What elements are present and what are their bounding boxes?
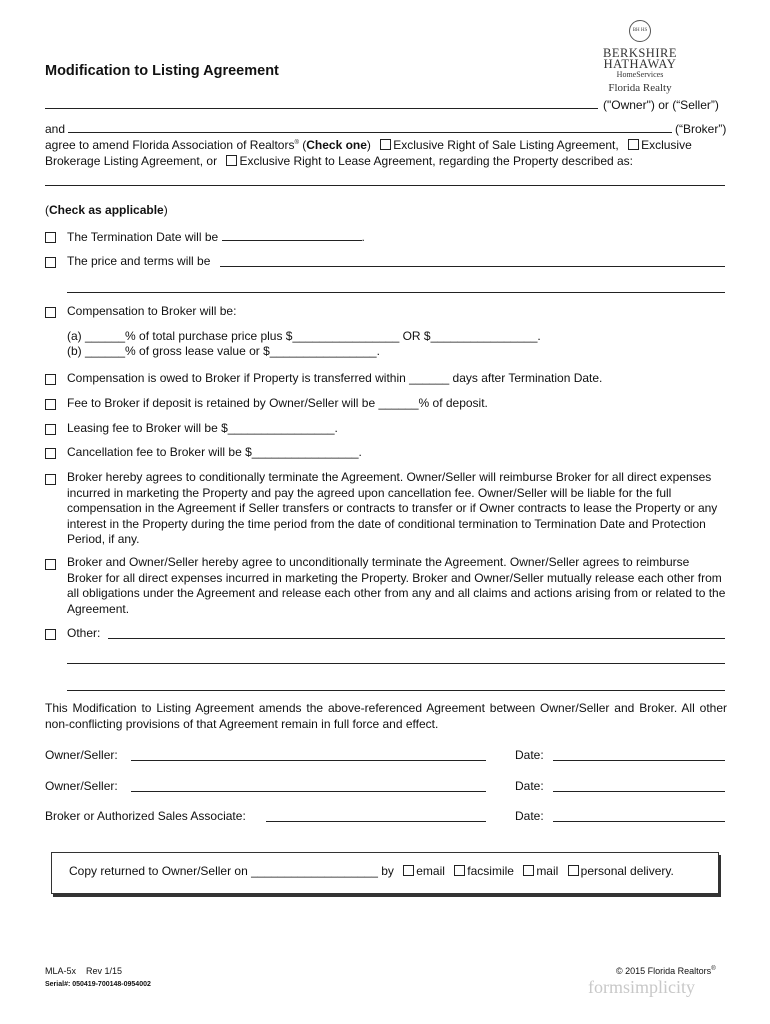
owner-seller-2-date-line[interactable]: [553, 791, 725, 792]
owner-seller-2-date-label: Date:: [515, 779, 544, 793]
exclusive-right-to-lease-label: Exclusive Right to Lease Agreement, regarding the Property described as:: [239, 154, 634, 168]
broker-signature-line[interactable]: [266, 821, 486, 822]
price-terms-line[interactable]: [220, 266, 725, 267]
copyright-notice: © 2015 Florida Realtors®: [616, 966, 716, 976]
agreement-type-line: agree to amend Florida Association of Realtors® (Check one) Exclusive Right of Sale Listing Agreement, Exclusive: [45, 138, 692, 152]
check-one-label: Check one: [306, 138, 367, 152]
mail-checkbox[interactable]: [523, 865, 534, 876]
termination-date-checkbox[interactable]: [45, 232, 56, 243]
broker-date-line[interactable]: [553, 821, 725, 822]
compensation-option-a[interactable]: (a) ______% of total purchase price plus $________________ OR $________________.: [67, 329, 541, 343]
owner-seller-1-date-label: Date:: [515, 748, 544, 762]
unconditional-termination-checkbox[interactable]: [45, 559, 56, 570]
serial-number: Serial#: 050419-700148-0954002: [45, 981, 151, 988]
and-label: and: [45, 122, 66, 136]
form-id: MLA-5x Rev 1/15: [45, 966, 123, 976]
check-as-applicable-label: Check as applicable: [49, 203, 164, 217]
broker-name-line[interactable]: [68, 132, 672, 133]
broker-signature-label: Broker or Authorized Sales Associate:: [45, 809, 246, 823]
leasing-fee-checkbox[interactable]: [45, 424, 56, 435]
compensation-label: Compensation to Broker will be:: [67, 304, 237, 318]
page-title: Modification to Listing Agreement: [45, 63, 279, 79]
mail-label: mail: [536, 864, 559, 878]
termination-date-row: The Termination Date will be .: [67, 230, 365, 244]
copy-returned-label: Copy returned to Owner/Seller on ___________________ by: [69, 864, 394, 878]
company-logo: [590, 20, 690, 100]
cancellation-fee-checkbox[interactable]: [45, 448, 56, 459]
other-line-3[interactable]: [67, 690, 725, 691]
conditional-termination-text: Broker hereby agrees to conditionally terminate the Agreement. Owner/Seller will reimburse Broker for all direct expenses incurred in marketing the Property and pay the agreed upon cancellation fee. Owner/Seller will be liable for the full compensation in the Agreement if Seller transfers or contracts to transfer or if Owner contracts to lease the Property or any interest in the Property during the time period from the date of conditional termination to Termination Date and Protection Period, if any.: [67, 470, 718, 546]
deposit-fee-label: Fee to Broker if deposit is retained by Owner/Seller will be ______% of deposit.: [67, 396, 488, 410]
other-line-2[interactable]: [67, 663, 725, 664]
termination-date-label: The Termination Date will be: [67, 230, 219, 244]
closing-paragraph: This Modification to Listing Agreement amends the above-referenced Agreement between Owner/Seller and Broker. All other non-conflicting provisions of that Agreement remain in full force and effect.: [45, 701, 727, 731]
cancellation-fee-label: Cancellation fee to Broker will be $________________.: [67, 445, 362, 459]
compensation-checkbox[interactable]: [45, 307, 56, 318]
owner-seller-2-label: Owner/Seller:: [45, 779, 118, 793]
facsimile-checkbox[interactable]: [454, 865, 465, 876]
copyright-text: © 2015 Florida Realtors: [616, 966, 712, 976]
transferred-label: Compensation is owed to Broker if Property is transferred within ______ days after Termination Date.: [67, 371, 603, 385]
owner-seller-1-label: Owner/Seller:: [45, 748, 118, 762]
owner-name-line[interactable]: [45, 108, 598, 109]
logo-text-florida-realty: Florida Realty: [608, 82, 672, 94]
leasing-fee-label: Leasing fee to Broker will be $________________.: [67, 421, 338, 435]
price-terms-line-2[interactable]: [67, 292, 725, 293]
owner-seller-2-signature-line[interactable]: [131, 791, 486, 792]
property-description-line[interactable]: [45, 185, 725, 186]
exclusive-brokerage-label: Exclusive: [641, 138, 692, 152]
price-terms-checkbox[interactable]: [45, 257, 56, 268]
copy-returned-row: [69, 864, 674, 878]
logo-text-homeservices: HomeServices: [616, 70, 664, 79]
check-as-applicable-heading: (Check as applicable): [45, 203, 168, 217]
deposit-fee-checkbox[interactable]: [45, 399, 56, 410]
conditional-termination-checkbox[interactable]: [45, 474, 56, 485]
agreement-type-line-2: [45, 154, 633, 168]
personal-delivery-checkbox[interactable]: [568, 865, 579, 876]
exclusive-right-of-sale-checkbox[interactable]: [380, 139, 391, 150]
termination-date-field[interactable]: [222, 229, 362, 241]
other-label: Other:: [67, 626, 101, 640]
facsimile-label: facsimile: [467, 864, 514, 878]
brokerage-listing-label: Brokerage Listing Agreement, or: [45, 154, 218, 168]
unconditional-termination-text: Broker and Owner/Seller hereby agree to unconditionally terminate the Agreement. Owner/Seller agrees to reimburse Broker for all direct expenses incurred in marketing the Property. Broker and Owner/Seller mutually release each other from all obligations under the Agreement and release each other from any and all claims and actions arising from or related to the Agreement.: [67, 555, 726, 616]
agree-text: agree to amend Florida Association of Realtors: [45, 138, 295, 152]
compensation-option-b[interactable]: (b) ______% of gross lease value or $________________.: [67, 344, 380, 358]
exclusive-right-to-lease-checkbox[interactable]: [226, 155, 237, 166]
logo-text-hathaway: HATHAWAY: [603, 57, 677, 71]
personal-delivery-label: personal delivery.: [580, 864, 674, 878]
owner-seller-1-signature-line[interactable]: [131, 760, 486, 761]
broker-date-label: Date:: [515, 809, 544, 823]
broker-label: (“Broker”): [675, 122, 727, 136]
logo-seal: BH HS: [629, 20, 651, 42]
formsimplicity-watermark: formsimplicity: [588, 977, 695, 997]
transferred-checkbox[interactable]: [45, 374, 56, 385]
owner-seller-1-date-line[interactable]: [553, 760, 725, 761]
email-label: email: [416, 864, 445, 878]
logo-text-berkshire: BERKSHIRE: [603, 46, 677, 60]
exclusive-right-of-sale-label: Exclusive Right of Sale Listing Agreement,: [393, 138, 619, 152]
owner-seller-label: ("Owner") or (“Seller”): [603, 98, 719, 112]
price-terms-label: The price and terms will be: [67, 254, 211, 268]
email-checkbox[interactable]: [403, 865, 414, 876]
other-line-1[interactable]: [108, 638, 725, 639]
exclusive-brokerage-checkbox[interactable]: [628, 139, 639, 150]
other-checkbox[interactable]: [45, 629, 56, 640]
